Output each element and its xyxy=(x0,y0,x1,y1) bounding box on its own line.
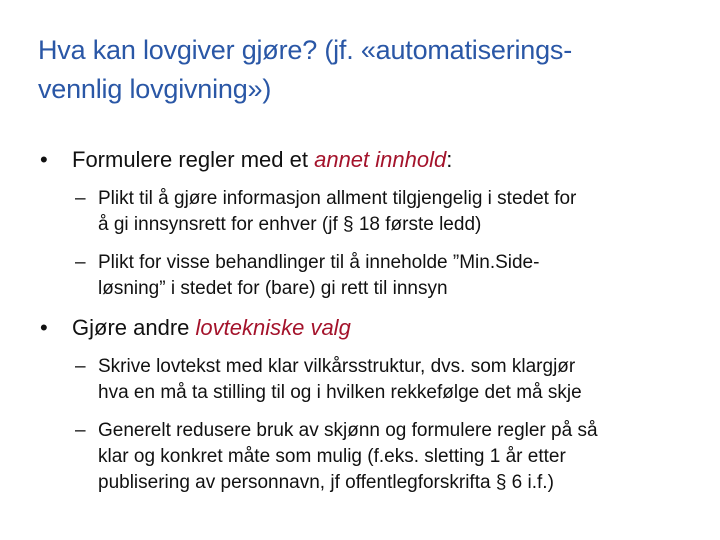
sub-item-line: hva en må ta stilling til og i hvilken rekkefølge det må skje xyxy=(98,382,582,403)
bullet-marker: • xyxy=(40,315,48,340)
bullet-text-plain: Gjøre andre xyxy=(72,315,196,340)
bullet-emphasis: annet innhold xyxy=(314,147,447,172)
bullet-text-plain: Formulere regler med et xyxy=(72,147,315,172)
sub-item-line: Plikt til å gjøre informasjon allment tilgjengelig i stedet for xyxy=(98,188,577,209)
sub-item-text xyxy=(98,418,598,496)
sub-item-marker: – xyxy=(75,188,86,209)
bullet-text xyxy=(72,146,452,174)
sub-item-text xyxy=(98,250,539,302)
slide-title-line-1: Hva kan lovgiver gjøre? (jf. «automatiserings- xyxy=(38,35,573,65)
sub-item-text xyxy=(98,354,582,406)
bullet-text xyxy=(72,314,351,342)
sub-item-line: løsning” i stedet for (bare) gi rett til innsyn xyxy=(98,278,448,299)
bullet-text-suffix: : xyxy=(446,147,453,172)
sub-item-marker: – xyxy=(75,420,86,441)
slide-title xyxy=(38,31,698,109)
slide-title-line-2: vennlig lovgivning») xyxy=(38,74,272,104)
sub-item-line: Plikt for visse behandlinger til å inneholde ”Min.Side- xyxy=(98,252,540,273)
sub-item-line: Generelt redusere bruk av skjønn og formulere regler på så xyxy=(98,420,598,441)
bullet-emphasis: lovtekniske valg xyxy=(195,315,351,340)
sub-item-line: Skrive lovtekst med klar vilkårsstruktur, dvs. som klargjør xyxy=(98,356,576,377)
sub-item-marker: – xyxy=(75,252,86,273)
sub-item-text xyxy=(98,186,576,238)
sub-item-line: publisering av personnavn, jf offentlegforskrifta § 6 i.f.) xyxy=(98,472,554,493)
sub-item-marker: – xyxy=(75,356,86,377)
bullet-marker: • xyxy=(40,147,48,172)
sub-item-line: å gi innsynsrett for enhver (jf § 18 første ledd) xyxy=(98,214,482,235)
sub-item-line: klar og konkret måte som mulig (f.eks. sletting 1 år etter xyxy=(98,446,566,467)
